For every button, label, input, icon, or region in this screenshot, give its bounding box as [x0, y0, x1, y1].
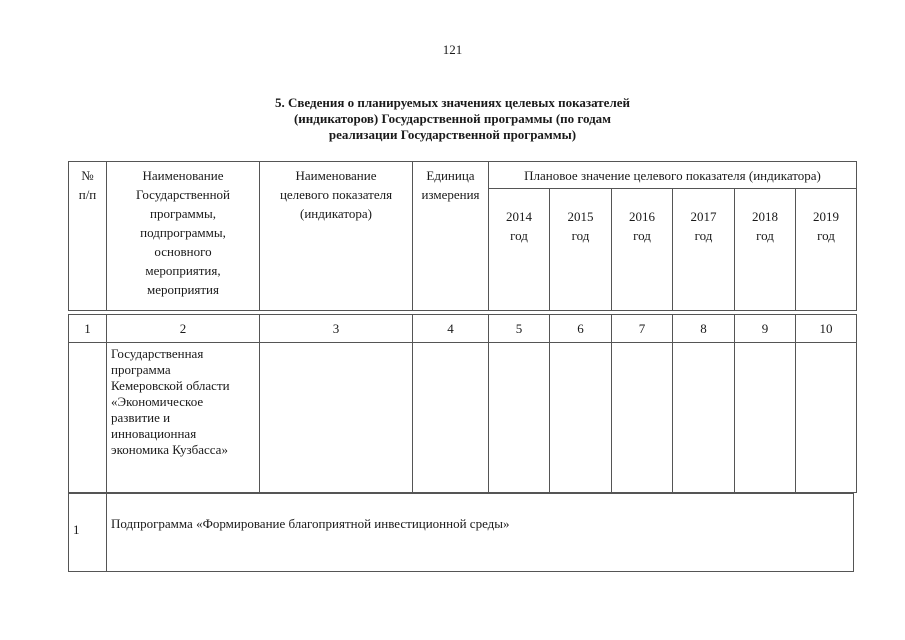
- header-indicator-name-cell: [260, 162, 413, 311]
- column-number-cell: 8: [673, 315, 735, 343]
- empty-cell: [796, 343, 857, 493]
- header-program-name-cell: [107, 162, 260, 311]
- column-number-cell: 3: [260, 315, 413, 343]
- program-name-line: развитие и: [111, 410, 171, 425]
- section-title: [0, 95, 905, 143]
- header-text: Единица: [426, 168, 475, 183]
- empty-cell: [413, 343, 489, 493]
- header-year-cell: [673, 189, 735, 311]
- body-table: [68, 314, 857, 493]
- header-text: (индикатора): [300, 206, 372, 221]
- header-text: подпрограммы,: [140, 225, 226, 240]
- header-text: №: [81, 168, 94, 183]
- program-name-cell: [107, 343, 260, 493]
- program-row: [69, 343, 857, 493]
- empty-cell: [260, 343, 413, 493]
- title-line: (индикаторов) Государственной программы (по годам: [293, 111, 612, 126]
- empty-cell: [489, 343, 550, 493]
- column-number-cell: 5: [489, 315, 550, 343]
- subprogram-table: [68, 493, 854, 572]
- year-label: год: [571, 228, 590, 243]
- title-line: реализации Государственной программы): [328, 127, 577, 142]
- year-value: 2019: [813, 209, 839, 224]
- header-year-cell: [735, 189, 796, 311]
- header-text: основного: [154, 244, 212, 259]
- year-label: год: [633, 228, 651, 243]
- empty-cell: [673, 343, 735, 493]
- header-plan-cell: Плановое значение целевого показателя (индикатора): [489, 162, 857, 189]
- header-text: Наименование: [295, 168, 377, 183]
- title-line: 5. Сведения о планируемых значениях целевых показателей: [275, 95, 630, 110]
- header-table: [68, 161, 857, 311]
- year-value: 2015: [567, 209, 594, 224]
- column-number-cell: 1: [69, 315, 107, 343]
- header-text: мероприятия,: [145, 263, 221, 278]
- subprogram-number-cell: 1: [69, 494, 107, 572]
- subprogram-row: [69, 494, 854, 572]
- header-text: целевого показателя: [279, 187, 393, 202]
- program-name-line: программа: [111, 362, 171, 377]
- year-value: 2018: [752, 209, 778, 224]
- column-number-cell: 2: [107, 315, 260, 343]
- header-text: измерения: [421, 187, 480, 202]
- header-text: Государственной: [135, 187, 230, 202]
- header-text: п/п: [78, 187, 97, 202]
- year-label: год: [694, 228, 713, 243]
- subprogram-text-cell: Подпрограмма «Формирование благоприятной инвестиционной среды»: [107, 494, 854, 572]
- program-number-cell: [69, 343, 107, 493]
- header-text: программы,: [150, 206, 216, 221]
- column-number-cell: 9: [735, 315, 796, 343]
- program-name-line: Государственная: [111, 346, 204, 361]
- year-label: год: [510, 228, 528, 243]
- column-number-cell: 6: [550, 315, 612, 343]
- header-text: Наименование: [142, 168, 224, 183]
- program-name-line: Кемеровской области: [111, 378, 230, 393]
- program-name-line: «Экономическое: [111, 394, 204, 409]
- program-name-line: инновационная: [111, 426, 197, 441]
- program-name-line: экономика Кузбасса»: [111, 442, 228, 457]
- empty-cell: [612, 343, 673, 493]
- header-text: мероприятия: [146, 282, 219, 297]
- empty-cell: [735, 343, 796, 493]
- column-number-cell: 7: [612, 315, 673, 343]
- header-year-cell: [796, 189, 857, 311]
- year-label: год: [817, 228, 835, 243]
- year-label: год: [756, 228, 774, 243]
- column-number-row: [69, 315, 857, 343]
- year-value: 2017: [690, 209, 717, 224]
- page-number: 121: [442, 42, 463, 57]
- header-unit-cell: [413, 162, 489, 311]
- column-number-cell: 4: [413, 315, 489, 343]
- empty-cell: [550, 343, 612, 493]
- header-year-cell: [489, 189, 550, 311]
- year-value: 2014: [506, 209, 532, 224]
- year-value: 2016: [629, 209, 655, 224]
- header-year-cell: [612, 189, 673, 311]
- header-year-cell: [550, 189, 612, 311]
- column-number-cell: 10: [796, 315, 857, 343]
- header-number-cell: [69, 162, 107, 311]
